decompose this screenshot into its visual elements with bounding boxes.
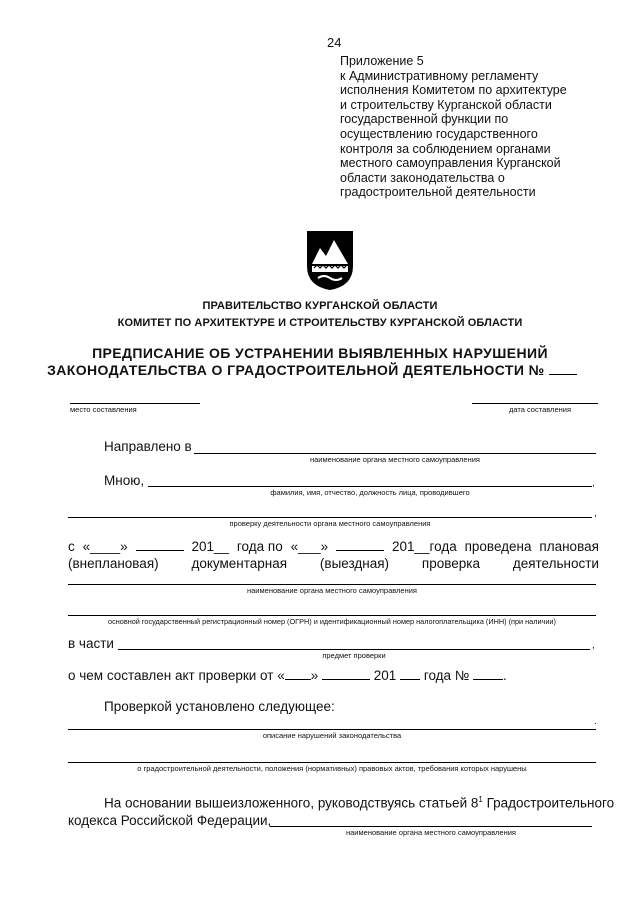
established-label: Проверкой установлено следующее: <box>104 699 335 714</box>
appendix-block <box>340 54 640 200</box>
body-name-caption-3: наименование органа местного самоуправления <box>345 828 516 837</box>
period-to: года по <box>236 539 283 554</box>
period-day2[interactable]: «___» <box>290 539 329 554</box>
appendix-line: и строительству Курганской области <box>340 97 552 112</box>
act-number-field[interactable] <box>473 668 503 680</box>
person-caption: фамилия, имя, отчество, должность лица, проводившего <box>270 488 470 497</box>
document-title-line1: ПРЕДПИСАНИЕ ОБ УСТРАНЕНИИ ВЫЯВЛЕННЫХ НАРУШЕНИЙ <box>92 345 548 361</box>
appendix-line: градостроительной деятельности <box>340 185 536 200</box>
subject-field[interactable] <box>118 649 590 650</box>
comma: , <box>592 640 595 651</box>
kind-word: (выездная) <box>319 556 390 571</box>
body-name-caption: наименование органа местного самоуправления <box>246 586 417 595</box>
number-blank[interactable] <box>549 363 577 375</box>
kind-row <box>68 556 599 571</box>
basis-text-end: Градостроительного <box>482 795 615 811</box>
by-me-field[interactable] <box>148 486 592 487</box>
period-from: с <box>68 539 75 554</box>
period-day1[interactable]: «____» <box>82 539 128 554</box>
kind-word: деятельности <box>512 556 599 571</box>
act-month-field[interactable] <box>322 668 370 680</box>
act-day-field[interactable] <box>285 668 311 680</box>
in-part-label: в части <box>68 636 114 651</box>
comma: . <box>594 716 597 727</box>
appendix-line: исполнения Комитетом по архитектуре <box>340 83 567 98</box>
ogrn-caption: основной государственный регистрационный номер (ОГРН) и идентификационный номер налогоплательщика (ИНН) (при наличии) <box>108 617 556 626</box>
sent-to-field[interactable] <box>194 453 596 454</box>
act-year-field[interactable] <box>400 668 420 680</box>
subject-caption: предмет проверки <box>322 651 386 660</box>
period-planned: плановая <box>539 539 599 554</box>
page-number: 24 <box>327 35 342 50</box>
place-caption: место составления <box>70 405 137 414</box>
kind-word: (внеплановая) <box>68 556 159 571</box>
basis-line-2: кодекса Российской Федерации, <box>68 813 272 828</box>
comma: , <box>592 478 595 489</box>
act-row <box>68 668 507 683</box>
sent-to-label: Направлено в <box>104 439 192 454</box>
act-year: 201 <box>373 668 397 683</box>
document-title-text: ЗАКОНОДАТЕЛЬСТВА О ГРАДОСТРОИТЕЛЬНОЙ ДЕЯТЕЛЬНОСТИ № <box>47 362 545 378</box>
body-name-caption: наименование органа местного самоуправления <box>309 455 480 464</box>
document-title-line2 <box>0 362 632 378</box>
period-month1[interactable] <box>136 539 184 551</box>
act-quote: » <box>310 668 319 683</box>
period-row <box>68 539 599 554</box>
violations-caption-2: о градостроительной деятельности, положения (нормативных) правовых актов, требования которых нарушены <box>137 764 527 773</box>
period-month2[interactable] <box>336 539 384 551</box>
appendix-line: контроля за соблюдением органами <box>340 141 551 156</box>
act-period: . <box>503 668 507 683</box>
by-me-label: Мною, <box>104 473 145 488</box>
period-year1[interactable]: 201__ <box>191 539 230 554</box>
comma: , <box>594 508 597 519</box>
kind-word: документарная <box>191 556 288 571</box>
appendix-line: осуществлению государственного <box>340 126 538 141</box>
act-suffix: года № <box>423 668 470 683</box>
inspection-field[interactable] <box>68 517 592 518</box>
kind-word: проверка <box>421 556 480 571</box>
period-done: проведена <box>464 539 532 554</box>
date-field[interactable] <box>472 403 598 404</box>
appendix-line: Приложение 5 <box>340 54 424 68</box>
ogrn-field[interactable] <box>68 615 596 616</box>
date-caption: дата составления <box>508 405 572 414</box>
appendix-line: к Административному регламенту <box>340 68 539 83</box>
appendix-line: местного самоуправления Курганской <box>340 156 561 171</box>
appendix-line: области законодательства о <box>340 170 505 185</box>
place-field[interactable] <box>70 403 200 404</box>
body-name-field[interactable] <box>68 584 596 585</box>
violations-caption-1: описание нарушений законодательства <box>262 731 402 740</box>
act-prefix: о чем составлен акт проверки от « <box>68 668 285 683</box>
violations-field-1[interactable] <box>68 729 596 730</box>
appendix-line: государственной функции по <box>340 112 509 127</box>
basis-text: На основании вышеизложенного, руководствуясь статьей 8 <box>104 795 479 811</box>
body-name-field-3[interactable] <box>270 826 592 827</box>
coat-of-arms-icon <box>304 228 356 292</box>
inspection-caption: проверку деятельности органа местного самоуправления <box>229 519 431 528</box>
committee-name: КОМИТЕТ ПО АРХИТЕКТУРЕ И СТРОИТЕЛЬСТВУ КУРГАНСКОЙ ОБЛАСТИ <box>117 317 523 329</box>
violations-field-2[interactable] <box>68 762 596 763</box>
basis-superscript: 1 <box>478 795 483 804</box>
period-year2[interactable]: 201__года <box>391 539 457 554</box>
basis-line-1 <box>104 795 614 811</box>
government-name: ПРАВИТЕЛЬСТВО КУРГАНСКОЙ ОБЛАСТИ <box>202 300 438 312</box>
